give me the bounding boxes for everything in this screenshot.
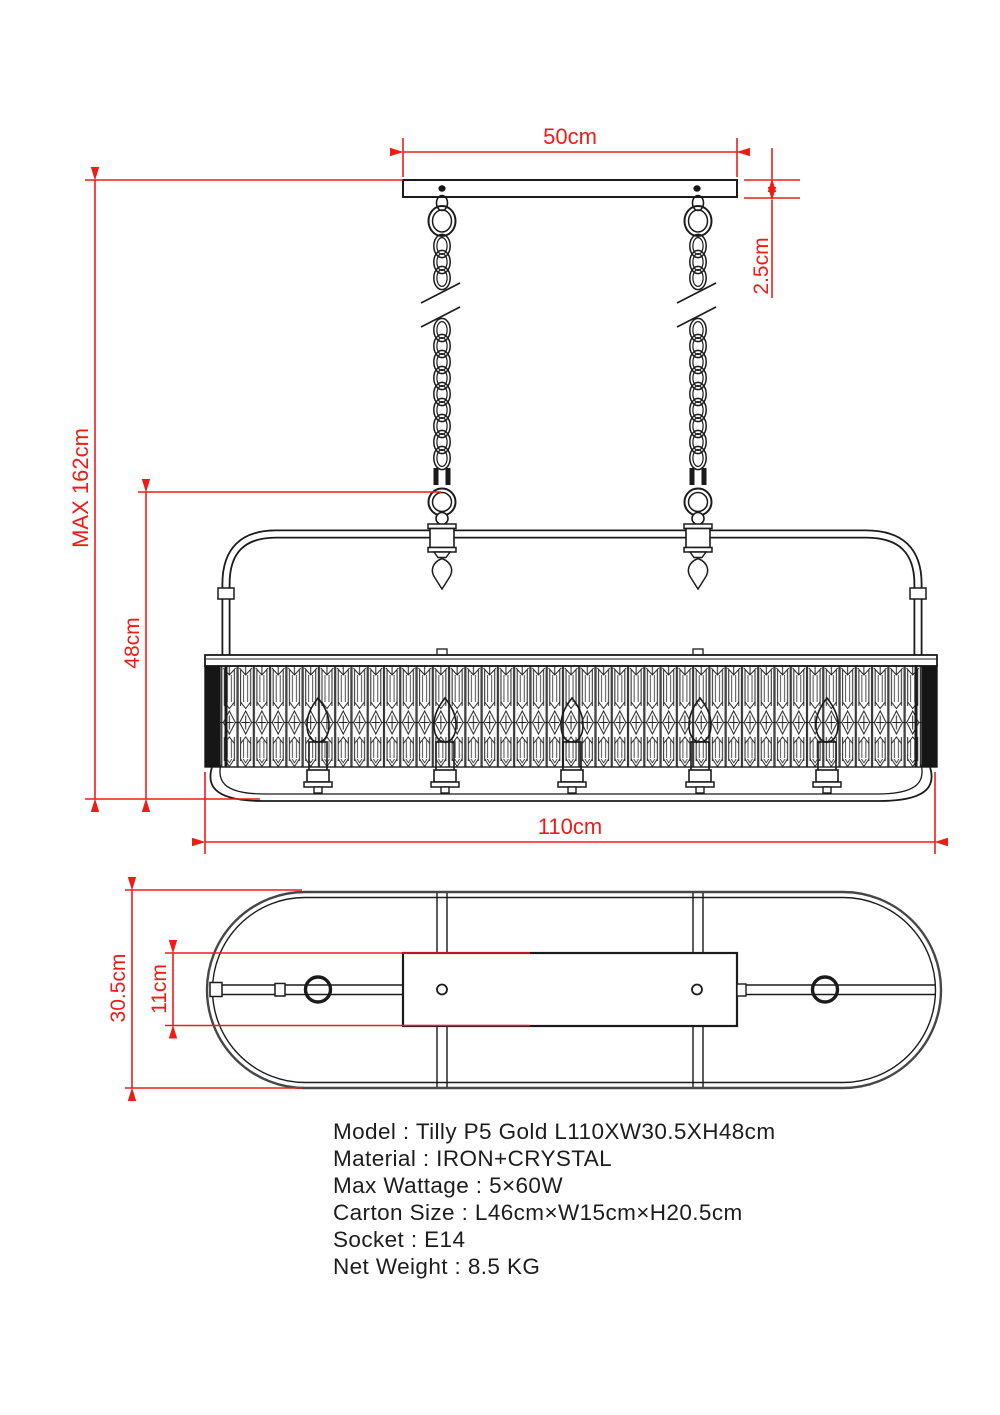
spec-socket: Socket : E14 [333, 1227, 466, 1252]
hanging-chain-left [421, 196, 460, 486]
crystal-band [205, 666, 937, 767]
fixture-frame [218, 534, 926, 658]
spec-net-weight: Net Weight : 8.5 KG [333, 1254, 541, 1279]
band-end-left [205, 666, 220, 767]
dimension-30-5cm [107, 890, 302, 1088]
top-view [207, 892, 941, 1088]
dimension-50cm [403, 124, 737, 177]
dim-label-110cm: 110cm [537, 814, 603, 839]
plate-hole-right [692, 985, 702, 995]
arm-joint [275, 984, 285, 997]
spec-max-wattage: Max Wattage : 5×60W [333, 1173, 563, 1198]
hanging-chain-right [677, 196, 716, 486]
spec-material: Material : IRON+CRYSTAL [333, 1146, 613, 1171]
spec-carton-size: Carton Size : L46cm×W15cm×H20.5cm [333, 1200, 743, 1225]
dim-label-48cm: 48cm [121, 617, 144, 669]
front-view [205, 180, 937, 801]
plate-hole-left [437, 985, 447, 995]
mounting-screw-left [438, 185, 445, 191]
finial-right [684, 489, 712, 590]
band-end-right [922, 666, 937, 767]
frame-connector-right [910, 588, 926, 599]
dim-label-50cm: 50cm [543, 124, 597, 149]
band-top-rim [205, 649, 937, 666]
dimension-2-5cm [744, 148, 800, 298]
dim-label-11cm: 11cm [148, 964, 171, 1014]
dim-label-2-5cm: 2.5cm [750, 237, 773, 295]
socket-ring-right [813, 977, 838, 1002]
mounting-screw-right [693, 185, 700, 191]
frame-connector-left [218, 588, 234, 599]
spec-model: Model : Tilly P5 Gold L110XW30.5XH48cm [333, 1119, 776, 1144]
spec-block [333, 1119, 775, 1279]
finial-left [428, 489, 456, 590]
center-plate [403, 953, 746, 1026]
socket-ring-left [306, 977, 331, 1002]
arm-end-cap [210, 983, 222, 997]
ceiling-plate [403, 180, 737, 197]
dim-label-30-5cm: 30.5cm [107, 953, 130, 1023]
dim-label-max-162cm: MAX 162cm [68, 428, 93, 548]
